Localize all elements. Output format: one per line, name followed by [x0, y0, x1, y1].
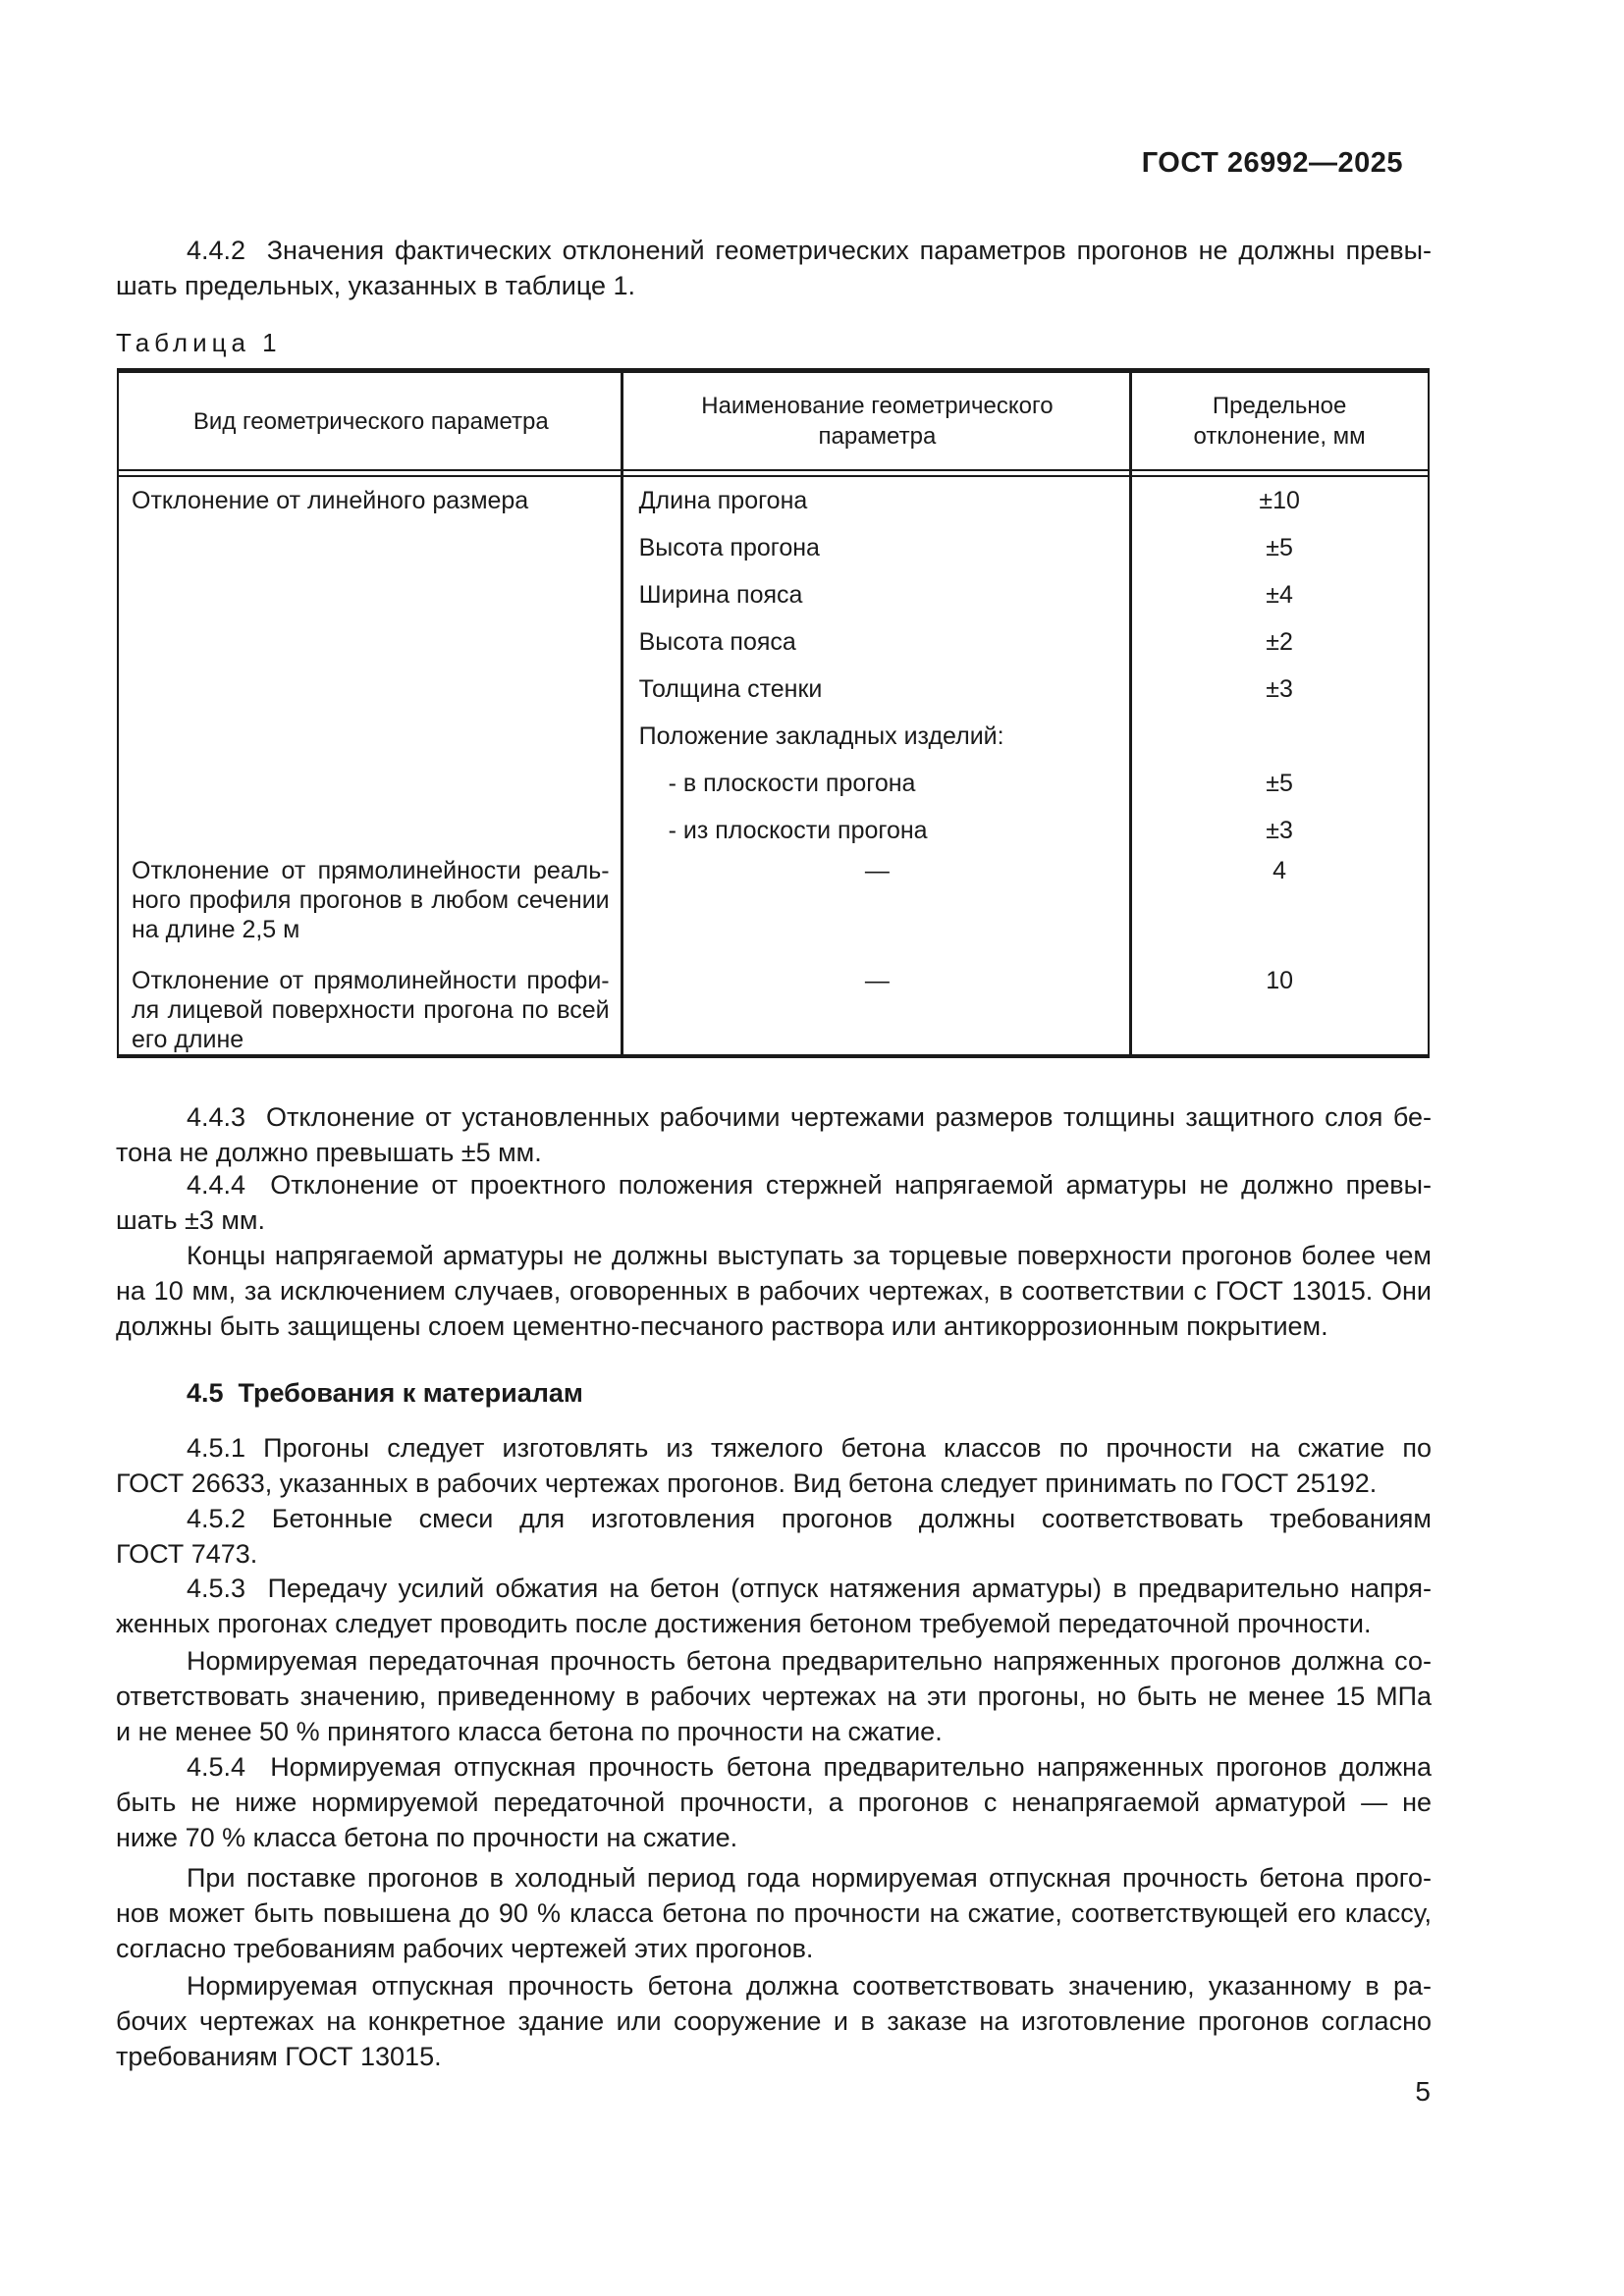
table-cell-param-names — [623, 477, 1132, 854]
table-header-deviation: Предельное отклонение, мм — [1193, 393, 1366, 450]
param-type-line: Отклонение от прямолинейности профи- — [132, 967, 610, 994]
table-subrow-value: ±3 — [1266, 817, 1293, 844]
table-subrow-name: Ширина пояса — [638, 581, 803, 609]
table-subrow-name: Толщина стенки — [638, 675, 823, 703]
paragraph-line: Нормируемая отпускная прочность бетона должна соответствовать значению, указанному в ра- — [187, 1971, 1432, 2001]
table-subrow-value: ±3 — [1266, 675, 1293, 703]
table-subrow-value — [1131, 713, 1428, 760]
paragraph-line: на 10 мм, за исключением случаев, оговоренных в рабочих чертежах, в соответствии с ГОСТ 13015. Они — [116, 1276, 1432, 1306]
table-cell-param-type — [119, 477, 623, 854]
paragraph-line: ниже 70 % класса бетона по прочности на сжатие. — [116, 1823, 738, 1852]
paragraph-line: женных прогонах следует проводить после достижения бетоном требуемой передаточной прочности. — [116, 1609, 1372, 1638]
standard-code-header: ГОСТ 26992—2025 — [1141, 147, 1403, 179]
table-subrow-value: ±5 — [1266, 770, 1293, 797]
table-column-divider-2 — [1129, 373, 1132, 1054]
clause-4-5-3 — [116, 1571, 1432, 1641]
table-row-group-profile-straightness — [119, 854, 1428, 944]
table-row-group-linear — [119, 477, 1428, 854]
table-cell-deviation-values — [1131, 477, 1428, 854]
table-cell-param-type — [119, 854, 623, 944]
table-cell-param-type — [119, 964, 623, 1054]
param-type-line: ля лицевой поверхности прогона по всей — [132, 996, 610, 1024]
table-subrow-value: ±10 — [1259, 487, 1300, 514]
table-header-separator-double-line — [119, 469, 1428, 477]
paragraph-line: 4.5.3 Передачу усилий обжатия на бетон (отпуск натяжения арматуры) в предварительно напря- — [187, 1574, 1432, 1603]
paragraph-line: Концы напрягаемой арматуры не должны выступать за торцевые поверхности прогонов более чем — [187, 1241, 1432, 1270]
table-subrow-name: Высота пояса — [638, 628, 796, 656]
table-subrow-value: ±5 — [1266, 534, 1293, 561]
table-column-divider-1 — [621, 373, 623, 1054]
table-cell-deviation-value: 4 — [1272, 857, 1287, 884]
param-type-text: Отклонение от линейного размера — [132, 487, 529, 514]
table-cell-em-dash: — — [864, 967, 890, 994]
table-cell-deviation-value: 10 — [1266, 967, 1294, 994]
clause-4-4-2 — [116, 233, 1432, 303]
clause-4-5-2 — [116, 1501, 1432, 1572]
clause-4-5-1 — [116, 1430, 1432, 1501]
paragraph-line: 4.4.4 Отклонение от проектного положения стержней напрягаемой арматуры не должно превы- — [187, 1170, 1432, 1200]
paragraph-line: требованиям ГОСТ 13015. — [116, 2042, 442, 2071]
table-subrow-value: ±4 — [1266, 581, 1293, 609]
clause-4-4-4-continuation — [116, 1238, 1432, 1344]
paragraph-line: 4.4.2 Значения фактических отклонений геометрических параметров прогонов не должны превы- — [187, 236, 1432, 265]
page-number: 5 — [1415, 2076, 1431, 2107]
param-type-line: его длине — [132, 1026, 244, 1053]
paragraph-line: 4.5.1 Прогоны следует изготовлять из тяжелого бетона классов по прочности на сжатие по — [187, 1433, 1432, 1463]
table-subrow-name: Длина прогона — [638, 487, 808, 514]
paragraph-line: быть не ниже нормируемой передаточной прочности, а прогонов с ненапрягаемой арматурой — не — [116, 1788, 1432, 1817]
paragraph-line: должны быть защищены слоем цементно-песчаного раствора или антикоррозионным покрытием. — [116, 1311, 1328, 1341]
paragraph-line: тона не должно превышать ±5 мм. — [116, 1138, 542, 1167]
paragraph-line: бочих чертежах на конкретное здание или сооружение и в заказе на изготовление прогонов согласно — [116, 2006, 1432, 2036]
paragraph-line: 4.4.3 Отклонение от установленных рабочими чертежами размеров толщины защитного слоя бе- — [187, 1102, 1432, 1132]
table-subrow-name: Положение закладных изделий: — [638, 722, 1004, 750]
paragraph-line: ответствовать значению, приведенному в рабочих чертежах на эти прогоны, но быть не менее 15 МПа — [116, 1682, 1432, 1711]
clause-4-4-3 — [116, 1099, 1432, 1170]
paragraph-line: ГОСТ 7473. — [116, 1539, 258, 1569]
table-subrow-value: ±2 — [1266, 628, 1293, 656]
paragraph-line: При поставке прогонов в холодный период года нормируемая отпускная прочность бетона прого- — [187, 1863, 1432, 1893]
table-subrow-name: - в плоскости прогона — [668, 770, 916, 797]
clause-4-5-4-cold-period — [116, 1860, 1432, 1966]
clause-4-5-4-release-strength — [116, 1968, 1432, 2074]
paragraph-line: 4.5.2 Бетонные смеси для изготовления прогонов должны соответствовать требованиям — [187, 1504, 1432, 1533]
paragraph-line: ГОСТ 26633, указанных в рабочих чертежах прогонов. Вид бетона следует принимать по ГОСТ 25192. — [116, 1468, 1378, 1498]
table-header-param-type: Вид геометрического параметра — [192, 407, 549, 435]
param-type-line: на длине 2,5 м — [132, 916, 300, 943]
param-type-line: ного профиля прогонов в любом сечении — [132, 886, 610, 914]
table-header-row — [119, 373, 1428, 469]
clause-4-4-4 — [116, 1167, 1432, 1238]
clause-4-5-4 — [116, 1749, 1432, 1855]
table-1-label: Таблица 1 — [116, 328, 282, 357]
table-subrow-name: - из плоскости прогона — [668, 817, 928, 844]
paragraph-line: согласно требованиям рабочих чертежей этих прогонов. — [116, 1934, 814, 1963]
table-1 — [117, 368, 1430, 1058]
paragraph-line: и не менее 50 % принятого класса бетона по прочности на сжатие. — [116, 1717, 943, 1746]
paragraph-line: нов может быть повышена до 90 % класса бетона по прочности на сжатие, соответствующей его классу, — [116, 1898, 1432, 1928]
paragraph-line: шать ±3 мм. — [116, 1205, 265, 1235]
section-heading-4-5: 4.5 Требования к материалам — [187, 1378, 583, 1408]
table-header-param-name: Наименование геометрического параметра — [701, 393, 1054, 450]
clause-4-5-3-continuation — [116, 1643, 1432, 1749]
paragraph-line: 4.5.4 Нормируемая отпускная прочность бетона предварительно напряженных прогонов должна — [187, 1752, 1432, 1782]
table-subrow-name: Высота прогона — [638, 534, 820, 561]
paragraph-line: Нормируемая передаточная прочность бетона предварительно напряженных прогонов должна со- — [187, 1646, 1432, 1676]
param-type-line: Отклонение от прямолинейности реаль- — [132, 857, 610, 884]
table-cell-em-dash: — — [864, 857, 890, 884]
paragraph-line: шать предельных, указанных в таблице 1. — [116, 271, 636, 300]
table-row-group-face-straightness — [119, 964, 1428, 1054]
